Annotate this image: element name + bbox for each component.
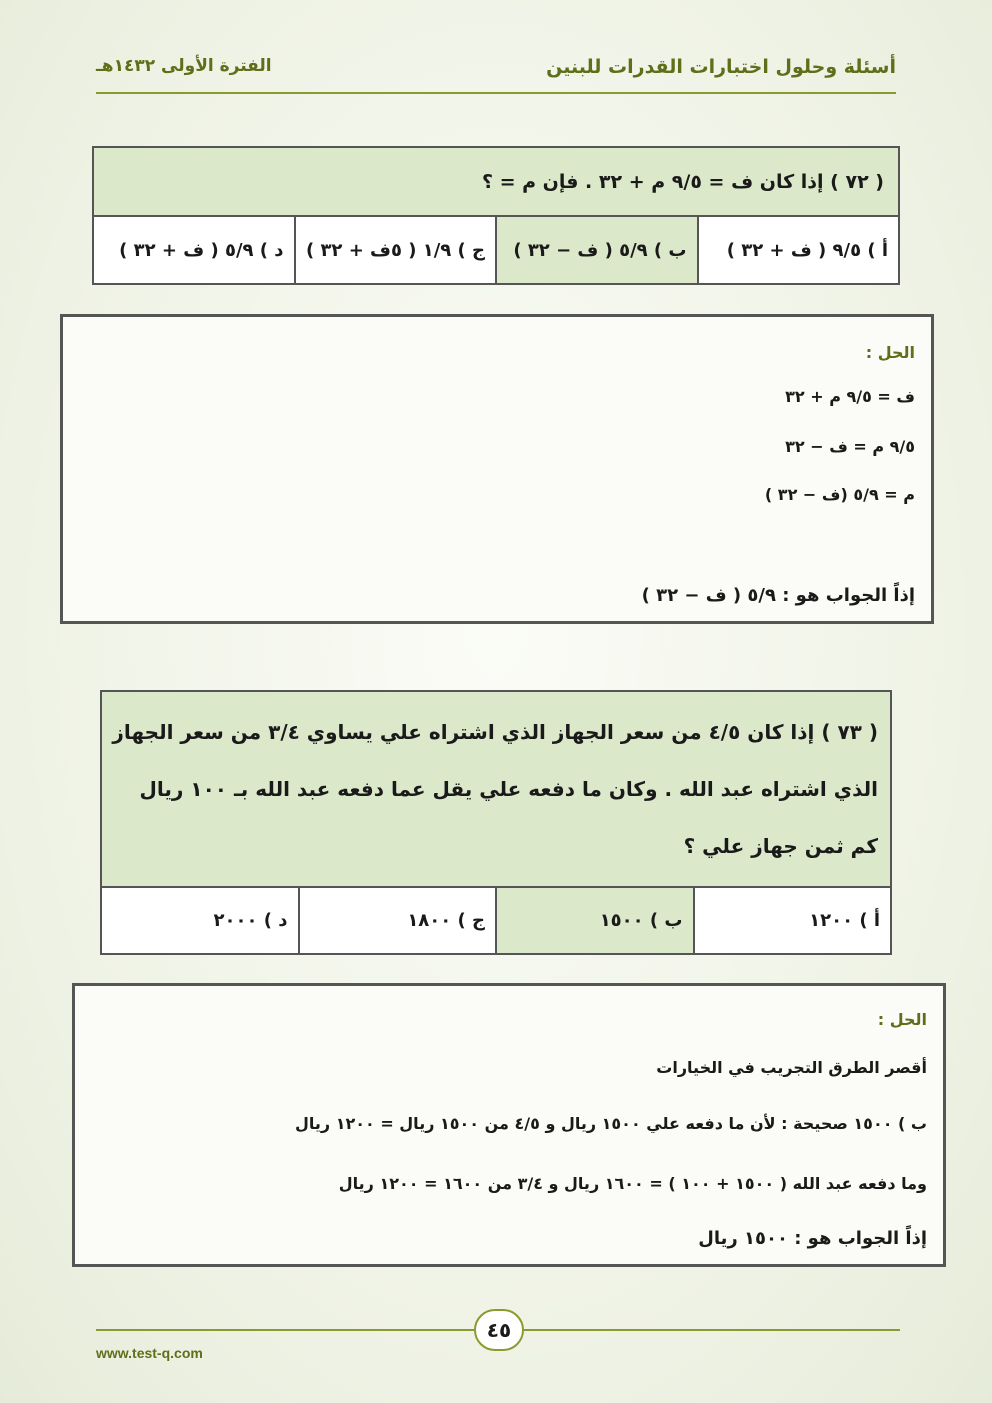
option-d-72-label: د ) ٥/٩ ( ف + ٣٢ ): [119, 239, 284, 261]
solution-73-line-1: أقصر الطرق التجريب في الخيارات: [656, 1058, 927, 1077]
option-b-72[interactable]: [495, 217, 697, 283]
option-a-72[interactable]: [697, 217, 899, 283]
option-b-72-label: ب ) ٥/٩ ( ف − ٣٢ ): [513, 239, 687, 261]
footer-divider-left: [96, 1329, 474, 1331]
question-72-text: [94, 148, 898, 217]
book-title: أسئلة وحلول اختبارات القدرات للبنين: [546, 56, 896, 78]
solution-73-line-3: وما دفعه عبد الله ( ١٥٠٠ + ١٠٠ ) = ١٦٠٠ ريال و ٣/٤ من ١٦٠٠ = ١٢٠٠ ريال: [338, 1174, 927, 1193]
option-c-72-label: ج ) ١/٩ ( ٥ف + ٣٢ ): [305, 239, 485, 261]
question-73-options: [102, 888, 890, 953]
question-73-line-2: الذي اشتراه عبد الله . وكان ما دفعه علي يقل عما دفعه عبد الله بـ ١٠٠ ريال: [139, 776, 878, 801]
option-d-72[interactable]: [94, 217, 294, 283]
solution-72-line-1: ف = ٩/٥ م + ٣٢: [785, 387, 915, 406]
option-a-73[interactable]: [693, 888, 891, 953]
website-link[interactable]: www.test-q.com: [96, 1345, 203, 1361]
question-73-line-3: كم ثمن جهاز علي ؟: [683, 833, 878, 858]
option-a-73-label: أ ) ١٢٠٠: [809, 910, 880, 931]
solution-73-answer: إذاً الجواب هو : ١٥٠٠ ريال: [698, 1228, 927, 1249]
question-73-text: [102, 692, 890, 888]
question-73-line-1: ( ٧٣ ) إذا كان ٤/٥ من سعر الجهاز الذي اشتراه علي يساوي ٣/٤ من سعر الجهاز: [112, 720, 878, 745]
option-b-73[interactable]: [495, 888, 693, 953]
question-73-table: [100, 690, 892, 955]
footer-divider-right: [524, 1329, 900, 1331]
solution-73-title: الحل :: [877, 1010, 927, 1029]
option-c-73[interactable]: [298, 888, 496, 953]
option-b-73-label: ب ) ١٥٠٠: [599, 910, 683, 931]
solution-72-title: الحل :: [865, 343, 915, 362]
page-number: ٤٥: [474, 1309, 524, 1351]
solution-72-answer: إذاً الجواب هو : ٥/٩ ( ف − ٣٢ ): [641, 585, 915, 606]
solution-72-line-3: م = ٥/٩ (ف − ٣٢ ): [764, 485, 915, 504]
option-d-73-label: د ) ٢٠٠٠: [213, 910, 288, 931]
option-a-72-label: أ ) ٩/٥ ( ف + ٣٢ ): [726, 239, 888, 261]
header-divider: [96, 92, 896, 94]
option-d-73[interactable]: [102, 888, 298, 953]
question-72-options: [94, 217, 898, 283]
question-72-table: [92, 146, 900, 285]
solution-73-box: [72, 983, 946, 1267]
solution-72-box: [60, 314, 934, 624]
question-72-label: ( ٧٢ ) إذا كان ف = ٩/٥ م + ٣٢ . فإن م = ؟: [481, 170, 884, 193]
solution-72-line-2: ٩/٥ م = ف − ٣٢: [785, 437, 915, 456]
period-label: الفترة الأولى ١٤٣٢هـ: [96, 56, 272, 76]
solution-73-line-2: ب ) ١٥٠٠ صحيحة : لأن ما دفعه علي ١٥٠٠ ريال و ٤/٥ من ١٥٠٠ ريال = ١٢٠٠ ريال: [295, 1114, 927, 1133]
page-header: [96, 52, 896, 92]
option-c-73-label: ج ) ١٨٠٠: [407, 910, 485, 931]
option-c-72[interactable]: [294, 217, 496, 283]
